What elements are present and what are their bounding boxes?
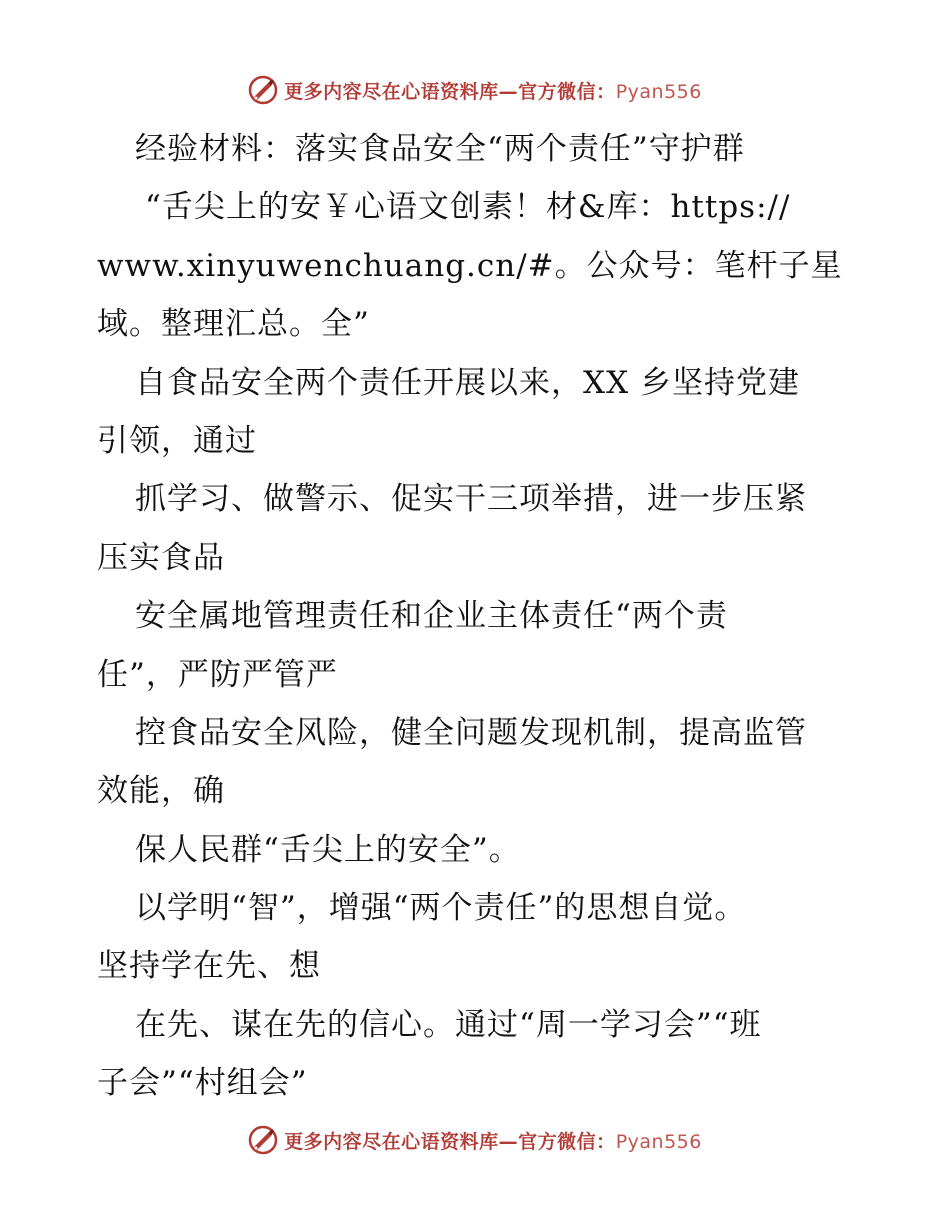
text-line: “舌尖上的安￥心语文创素！材&库：https://	[145, 189, 791, 226]
banner-dash: —	[498, 1130, 519, 1153]
pen-logo-icon	[248, 1125, 278, 1155]
text-line: 自食品安全两个责任开展以来，XX 乡坚持党建	[135, 364, 800, 401]
text-line: 任”，严防严管严	[97, 656, 338, 693]
text-line: 效能，确	[97, 773, 225, 810]
banner-text	[284, 1127, 702, 1154]
banner-prefix: 更多内容尽在心语资料库	[284, 80, 499, 103]
text-line: 安全属地管理责任和企业主体责任“两个责	[135, 598, 728, 635]
text-line: 保人民群“舌尖上的安全”。	[135, 831, 521, 868]
text-line: 抓学习、做警示、促实干三项举措，进一步压紧	[135, 481, 807, 518]
banner-prefix: 更多内容尽在心语资料库	[284, 1130, 499, 1153]
text-line: 子会”“村组会”	[97, 1065, 308, 1102]
banner-suffix: 官方微信：	[518, 80, 616, 103]
text-line: 控食品安全风险，健全问题发现机制，提高监管	[135, 714, 807, 751]
header-banner	[0, 70, 950, 110]
banner-account: Pyan556	[615, 80, 702, 103]
document-body	[97, 120, 857, 1113]
text-line: www.xinyuwenchuang.cn/#。公众号：笔杆子星	[97, 247, 843, 284]
document-title: 经验材料：落实食品安全“两个责任”守护群	[135, 131, 745, 167]
banner-account: Pyan556	[615, 1130, 702, 1153]
banner-suffix: 官方微信：	[518, 1130, 616, 1153]
text-line: 坚持学在先、想	[97, 948, 321, 985]
banner-text	[284, 77, 702, 104]
banner-dash: —	[498, 80, 519, 103]
text-line: 引领，通过	[97, 422, 257, 459]
text-line: 域。整理汇总。全”	[97, 306, 370, 343]
text-line: 以学明“智”，增强“两个责任”的思想自觉。	[135, 890, 747, 927]
text-line: 在先、谋在先的信心。通过“周一学习会”“班	[135, 1006, 762, 1043]
text-line: 压实食品	[97, 539, 225, 576]
footer-banner	[0, 1120, 950, 1160]
pen-logo-icon	[248, 75, 278, 105]
